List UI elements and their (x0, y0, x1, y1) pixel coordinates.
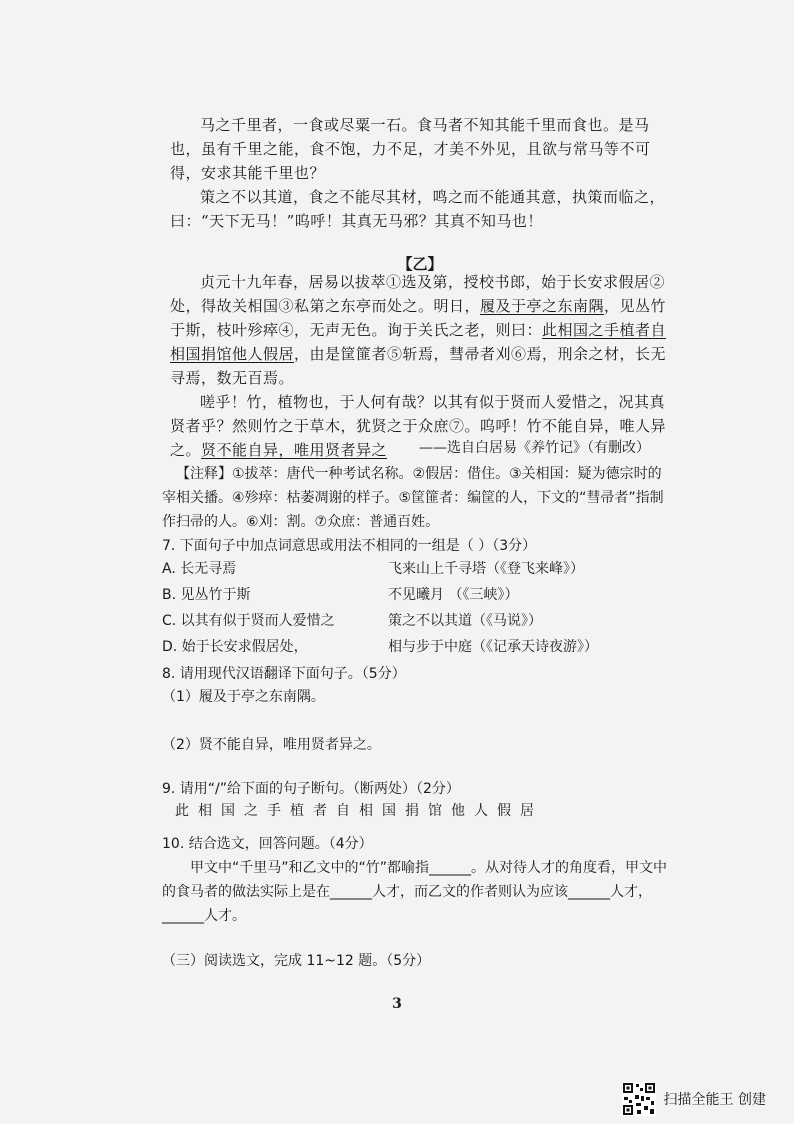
underlined-sentence-1: 履及于亭之东南隅 (480, 297, 605, 315)
q7-option-a-right: 飞来山上千寻塔（《登飞来峰》） (388, 561, 584, 577)
yi-p1-text-b: ，见丛竹于斯，枝叶殄瘁④，无声无色。询于关氏之老，则曰： (170, 297, 667, 339)
q7-option-d-right: 相与步于中庭（《记承天诗夜游》） (388, 639, 598, 655)
question-9-sentence: 此相国之手植者自相国捐馆他人假居 (175, 803, 543, 819)
yi-p1-text-a: 贞元十九年春，居易以拔萃①选及第，授校书郎，始于长安求假居②处，得故关相国③私第之东亭而处之。明日， (170, 273, 666, 315)
section-title-yi: 【乙】 (397, 255, 443, 273)
q7-option-a-left: A. 长无寻焉 (162, 561, 237, 577)
q7-option-c-left: C. 以其有似于贤而人爱惜之 (162, 613, 335, 629)
jia-paragraph-1: 马之千里者，一食或尽粟一石。食马者不知其能千里而食也。是马也，虽有千里之能，食不饱，力不足，才美不外见，且欲与常马等不可得，安求其能千里也？ (170, 116, 651, 182)
question-9-stem: 9. 请用“/”给下面的句子断句。（断两处）（2分） (162, 781, 460, 797)
section-3-heading: （三）阅读选文，完成 11~12 题。（5分） (162, 953, 431, 969)
page-number: 3 (392, 996, 402, 1012)
scanner-watermark (622, 1082, 766, 1116)
scanner-brand-text: 扫描全能王 创建 (663, 1092, 766, 1108)
annotations: 【注释】①拔萃：唐代一种考试名称。②假居：借住。③关相国：疑为德宗时的宰相关播。④殄瘁：枯萎凋谢的样子。⑤筐篚者：编筐的人，下文的“彗帚者”指制作扫帚的人。⑥刈：割。⑦众庶：普通百姓。 (162, 466, 664, 530)
jia-paragraph-2: 策之不以其道，食之不能尽其材，鸣之而不能通其意，执策而临之，曰：“天下无马！”呜呼！其真无马邪？其真不知马也！ (170, 188, 666, 230)
underlined-sentence-2: 此相国之手植者自相国捐馆他人假居 (170, 321, 667, 363)
source-citation: ——选自白居易《养竹记》（有删改） (419, 440, 650, 456)
yi-paragraph-1 (170, 270, 670, 390)
question-7-stem: 7. 下面句子中加点词意思或用法不相同的一组是（ ）（3分） (162, 538, 537, 554)
qr-code-icon (622, 1082, 656, 1116)
passage-jia (170, 113, 670, 233)
yi-p1-text-c: ，由是筐篚者⑤斩焉，彗帚者刈⑥焉，刑余之材，长无寻焉，数无百焉。 (170, 345, 667, 387)
q7-option-c-right: 策之不以其道（《马说》） (388, 613, 542, 629)
question-10-body: 甲文中“千里马”和乙文中的“竹”都喻指______。从对待人才的角度看，甲文中的食马者的做法实际上是在______人才，而乙文的作者则认为应该______人才，______人才。 (162, 860, 668, 924)
yi-p2-text-a: 嗟乎！竹，植物也，于人何有哉？以其有似于贤而人爱惜之，况其真贤者乎？然则竹之于草木，犹贤之于众庶⑦。呜呼！竹不能自异，唯人异之。 (170, 393, 667, 459)
underlined-sentence-3: 贤不能自异，唯用贤者异之 (201, 441, 388, 459)
question-10 (162, 832, 672, 928)
q7-option-d-left: D. 始于长安求假居处， (162, 639, 308, 655)
question-8-sentence-1: （1）履及于亭之东南隅。 (162, 689, 325, 705)
q7-option-b-right: 不见曦月 （《三峡》） (388, 587, 519, 603)
question-8-stem: 8. 请用现代汉语翻译下面句子。（5分） (162, 666, 406, 682)
question-8-sentence-2: （2）贤不能自异，唯用贤者异之。 (162, 737, 381, 753)
q7-option-b-left: B. 见丛竹于斯 (162, 587, 251, 603)
passage-yi (170, 270, 670, 462)
question-10-stem: 10. 结合选文，回答问题。（4分） (162, 836, 373, 852)
